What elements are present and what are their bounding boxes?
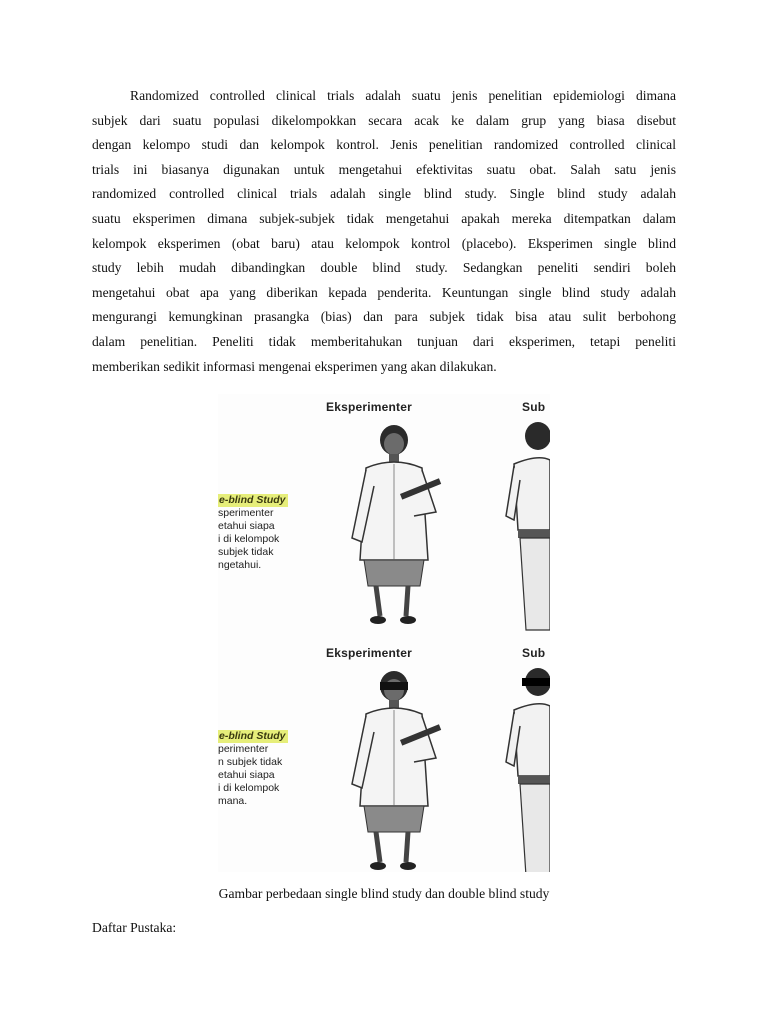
figure-caption: Gambar perbedaan single blind study dan double blind study — [218, 886, 550, 901]
double-blind-description — [218, 730, 330, 808]
experimenter-label: Eksperimenter — [326, 646, 412, 660]
subject-label: Sub — [522, 400, 546, 414]
blind-study-figure — [218, 394, 550, 872]
paragraph-line: kelompok eksperimen (obat baru) atau kelompok kontrol (placebo). Eksperimen single blind — [92, 235, 676, 251]
paragraph-line: study lebih mudah dibandingkan double blind study. Sedangkan peneliti sendiri boleh — [92, 260, 676, 276]
paragraph-line: suatu eksperimen dimana subjek-subjek tidak mengetahui apakah mereka ditempatkan dalam — [92, 210, 676, 226]
description-line: perimenter — [218, 743, 269, 755]
description-line: i di kelompok — [218, 782, 280, 794]
description-line: etahui siapa — [218, 769, 275, 781]
description-line: i di kelompok — [218, 533, 280, 545]
paragraph-line: trials ini biasanya digunakan untuk mengetahui efektivitas suatu obat. Salah satu jenis — [92, 161, 676, 177]
references-heading: Daftar Pustaka: — [92, 920, 177, 935]
description-line: mana. — [218, 795, 248, 807]
subject-label: Sub — [522, 646, 546, 660]
description-line: n subjek tidak — [218, 756, 283, 768]
double-blind-panel — [218, 640, 550, 872]
experimenter-illustration — [336, 420, 456, 632]
double-blind-heading: e-blind Study — [219, 730, 286, 742]
paragraph-line: dalam penelitian. Peneliti tidak memberitahukan tunjuan dari eksperimen, tetapi peneliti — [92, 333, 676, 349]
paragraph-line: mengetahui obat apa yang diberikan kepada penderita. Keuntungan single blind study adalah — [92, 284, 676, 300]
paragraph-line: randomized controlled clinical trials adalah single blind study. Single blind study adalah — [92, 186, 676, 202]
single-blind-heading: e-blind Study — [219, 494, 286, 506]
paragraph-line: mengurangi kemungkinan prasangka (bias) dan para subjek tidak bisa atau sulit berbohong — [92, 309, 676, 325]
paragraph-line: dengan kelompo studi dan kelompok kontrol. Jenis penelitian randomized controlled clinical — [92, 137, 676, 153]
description-line: sperimenter — [218, 507, 274, 519]
body-paragraph — [92, 84, 676, 379]
paragraph-line: Randomized controlled clinical trials adalah suatu jenis penelitian epidemiologi dimana — [130, 88, 676, 103]
blindfolded-subject-illustration — [504, 666, 550, 872]
subject-illustration — [504, 420, 550, 632]
single-blind-panel — [218, 394, 550, 632]
description-line: ngetahui. — [218, 559, 262, 571]
single-blind-description — [218, 494, 330, 572]
description-line: subjek tidak — [218, 546, 274, 558]
paragraph-line: subjek dari suatu populasi dikelompokkan secara acak ke dalam grup yang biasa disebut — [92, 112, 676, 128]
experimenter-label: Eksperimenter — [326, 400, 412, 414]
description-line: etahui siapa — [218, 520, 275, 532]
blindfolded-experimenter-illustration — [336, 666, 456, 872]
paragraph-line: memberikan sedikit informasi mengenai eksperimen yang akan dilakukan. — [92, 358, 497, 374]
